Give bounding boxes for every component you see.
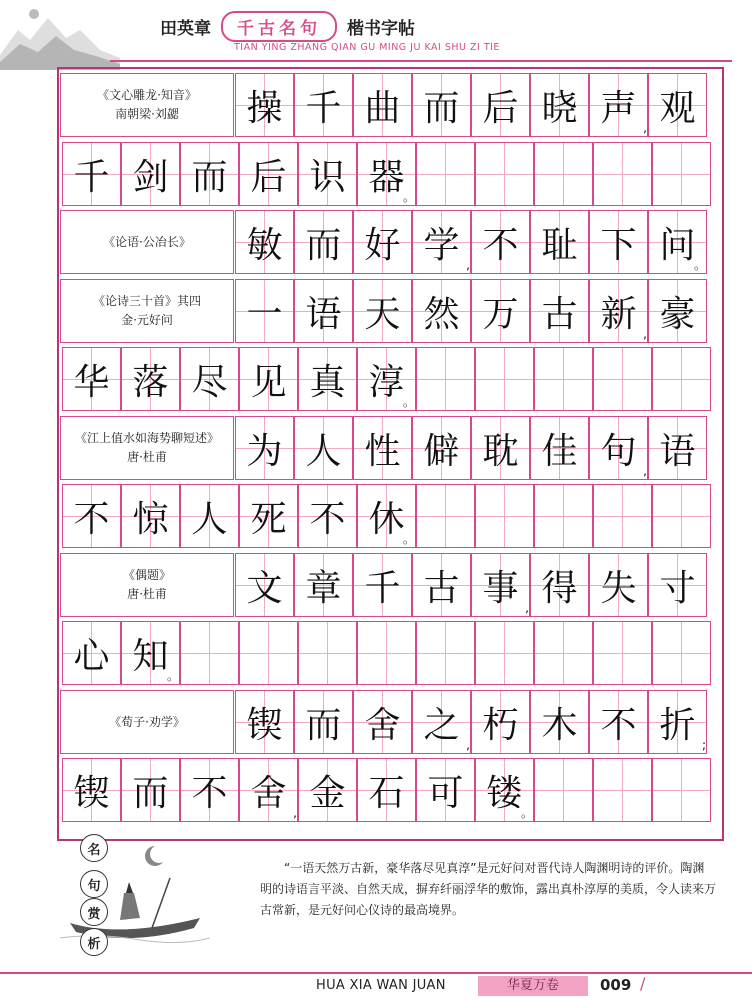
tianzige-cell (475, 484, 534, 548)
calligraphy-char: 锲 (73, 772, 110, 814)
tianzige-cell (357, 142, 416, 206)
tianzige-cell (648, 73, 707, 137)
tianzige-cell (589, 279, 648, 343)
tianzige-cell (121, 621, 180, 685)
tianzige-cell (294, 690, 353, 754)
tianzige-cell (475, 347, 534, 411)
grid-row (60, 279, 717, 343)
tianzige-cell (471, 279, 530, 343)
calligraphy-char (417, 622, 474, 684)
tianzige-cell (239, 484, 298, 548)
appreciation-badge-char: 析 (80, 928, 108, 956)
calligraphy-char: 而 (191, 156, 228, 198)
punctuation-mark: , (293, 806, 297, 820)
calligraphy-char: 千 (305, 87, 342, 129)
tianzige-cell (589, 73, 648, 137)
landscape-decoration (0, 0, 120, 70)
calligraphy-char: 事 (482, 567, 519, 609)
tianzige-cell (239, 347, 298, 411)
calligraphy-char (299, 622, 356, 684)
grid-row (60, 210, 717, 274)
footer-chinese: 华夏万卷 (478, 976, 588, 996)
source-author: 南朝梁·刘勰 (115, 107, 179, 121)
calligraphy-char: 千 (73, 156, 110, 198)
calligraphy-char (358, 622, 415, 684)
source-title: 《文心雕龙·知音》 (97, 88, 197, 102)
calligraphy-char: 不 (482, 224, 519, 266)
calligraphy-char (594, 348, 651, 410)
calligraphy-char (653, 622, 710, 684)
tianzige-cell (121, 347, 180, 411)
tianzige-cell (353, 553, 412, 617)
tianzige-cell (180, 758, 239, 822)
grid-row (60, 621, 717, 685)
calligraphy-char: 晓 (541, 87, 578, 129)
tianzige-cell (534, 758, 593, 822)
source-title: 《论诗三十首》其四 (92, 294, 201, 308)
calligraphy-char: 心 (73, 635, 110, 677)
tianzige-cell (353, 416, 412, 480)
tianzige-cell (294, 210, 353, 274)
footer-slash-decoration: / (640, 974, 646, 993)
calligraphy-char: 人 (191, 498, 228, 540)
tianzige-cell (298, 621, 357, 685)
tianzige-cell (298, 758, 357, 822)
tianzige-cell (180, 484, 239, 548)
calligraphy-char: 朽 (482, 704, 519, 746)
tianzige-cell (180, 347, 239, 411)
tianzige-cell (235, 416, 294, 480)
calligraphy-char: 新 (600, 293, 637, 335)
calligraphy-char: 金 (309, 772, 346, 814)
tianzige-cell (530, 690, 589, 754)
punctuation-mark: , (643, 121, 647, 135)
tianzige-cell (235, 553, 294, 617)
tianzige-cell (593, 621, 652, 685)
tianzige-cell (235, 690, 294, 754)
calligraphy-char: 镂 (486, 772, 523, 814)
tianzige-cell (475, 621, 534, 685)
tianzige-cell (534, 484, 593, 548)
tianzige-cell (298, 484, 357, 548)
page-number: 009 (600, 976, 632, 994)
calligraphy-char: 石 (368, 772, 405, 814)
punctuation-mark: 。 (402, 532, 415, 546)
calligraphy-char: 而 (305, 704, 342, 746)
calligraphy-char: 休 (368, 498, 405, 540)
tianzige-cell (589, 210, 648, 274)
tianzige-cell (648, 416, 707, 480)
tianzige-cell (298, 142, 357, 206)
punctuation-mark: 。 (402, 190, 415, 204)
tianzige-cell (62, 142, 121, 206)
tianzige-cell (471, 553, 530, 617)
calligraphy-char: 不 (73, 498, 110, 540)
appreciation-text: “一语天然万古新，豪华落尽见真淳”是元好问对晋代诗人陶渊明诗的评价。陶渊明的诗语言平淡、自然天成，摒弃纤丽浮华的敷饰，露出真朴淳厚的美质，令人读来万古常新，是元好问心仪诗的最高境界。 (260, 861, 717, 917)
calligraphy-char: 然 (423, 293, 460, 335)
calligraphy-char: 淳 (368, 361, 405, 403)
calligraphy-char: 折 (659, 704, 696, 746)
calligraphy-char: 见 (250, 361, 287, 403)
source-label (60, 416, 234, 480)
tianzige-cell (652, 347, 711, 411)
header-rule (110, 60, 732, 62)
tianzige-cell (648, 553, 707, 617)
calligraphy-char: 惊 (132, 498, 169, 540)
tianzige-cell (298, 347, 357, 411)
source-title: 《论语·公冶长》 (103, 234, 191, 249)
grid-row (60, 484, 717, 548)
tianzige-cell (530, 73, 589, 137)
tianzige-cell (534, 347, 593, 411)
tianzige-cell (652, 758, 711, 822)
title-suffix: 楷书字帖 (347, 18, 415, 39)
tianzige-cell (412, 553, 471, 617)
calligraphy-char: 之 (423, 704, 460, 746)
calligraphy-char: 好 (364, 224, 401, 266)
calligraphy-char: 失 (600, 567, 637, 609)
calligraphy-char: 语 (659, 430, 696, 472)
tianzige-cell (652, 484, 711, 548)
tianzige-cell (475, 142, 534, 206)
calligraphy-char: 古 (423, 567, 460, 609)
punctuation-mark: , (643, 464, 647, 478)
calligraphy-char: 而 (305, 224, 342, 266)
calligraphy-char: 剑 (132, 156, 169, 198)
calligraphy-char (594, 485, 651, 547)
tianzige-cell (593, 347, 652, 411)
tianzige-cell (62, 347, 121, 411)
punctuation-mark: , (643, 327, 647, 341)
tianzige-cell (593, 758, 652, 822)
grid-row (60, 758, 717, 822)
calligraphy-char: 可 (427, 772, 464, 814)
calligraphy-char (535, 622, 592, 684)
grid-row (60, 690, 717, 754)
calligraphy-char: 华 (73, 361, 110, 403)
punctuation-mark: 。 (166, 669, 179, 683)
author-name: 田英章 (160, 18, 211, 39)
calligraphy-char: 真 (309, 361, 346, 403)
tianzige-cell (235, 210, 294, 274)
calligraphy-char: 下 (600, 224, 637, 266)
tianzige-cell (353, 690, 412, 754)
calligraphy-char: 僻 (423, 430, 460, 472)
calligraphy-char: 千 (364, 567, 401, 609)
tianzige-cell (62, 758, 121, 822)
calligraphy-char: 舍 (250, 772, 287, 814)
calligraphy-char: 器 (368, 156, 405, 198)
tianzige-cell (648, 690, 707, 754)
calligraphy-char (535, 759, 592, 821)
header-pinyin-subtitle: TIAN YING ZHANG QIAN GU MING JU KAI SHU ZI TIE (234, 42, 500, 53)
calligraphy-char (594, 759, 651, 821)
calligraphy-char (240, 622, 297, 684)
calligraphy-char: 不 (600, 704, 637, 746)
calligraphy-char: 学 (423, 224, 460, 266)
appreciation-badge-char: 名 (80, 834, 108, 862)
tianzige-cell (648, 279, 707, 343)
punctuation-mark: , (525, 601, 529, 615)
calligraphy-char: 耽 (482, 430, 519, 472)
punctuation-mark: 。 (520, 806, 533, 820)
tianzige-cell (239, 142, 298, 206)
tianzige-cell (412, 416, 471, 480)
calligraphy-char: 尽 (191, 361, 228, 403)
calligraphy-char: 问 (659, 224, 696, 266)
calligraphy-char (653, 348, 710, 410)
tianzige-cell (239, 758, 298, 822)
calligraphy-char (476, 622, 533, 684)
source-label (60, 210, 234, 274)
calligraphy-char: 佳 (541, 430, 578, 472)
header-title (160, 12, 415, 40)
calligraphy-char: 声 (600, 87, 637, 129)
source-label (60, 553, 234, 617)
calligraphy-char (535, 143, 592, 205)
calligraphy-char (476, 485, 533, 547)
tianzige-cell (353, 210, 412, 274)
calligraphy-char: 古 (541, 293, 578, 335)
calligraphy-char: 一 (246, 293, 283, 335)
tianzige-cell (416, 347, 475, 411)
punctuation-mark: , (466, 738, 470, 752)
punctuation-mark: 。 (402, 395, 415, 409)
calligraphy-char (476, 143, 533, 205)
calligraphy-char: 死 (250, 498, 287, 540)
calligraphy-char: 豪 (659, 293, 696, 335)
tianzige-cell (62, 621, 121, 685)
tianzige-cell (416, 484, 475, 548)
tianzige-cell (357, 347, 416, 411)
calligraphy-char: 不 (191, 772, 228, 814)
tianzige-cell (353, 279, 412, 343)
page-footer (0, 972, 752, 1000)
tianzige-cell (530, 279, 589, 343)
calligraphy-char: 锲 (246, 704, 283, 746)
title-badge: 千古名句 (221, 11, 337, 42)
calligraphy-char: 天 (364, 293, 401, 335)
appreciation-badge-char: 赏 (80, 898, 108, 926)
calligraphy-char: 耻 (541, 224, 578, 266)
tianzige-cell (294, 73, 353, 137)
grid-row (60, 553, 717, 617)
footer-english: HUA XIA WAN JUAN (316, 978, 446, 993)
tianzige-cell (121, 142, 180, 206)
calligraphy-char: 知 (132, 635, 169, 677)
tianzige-cell (471, 210, 530, 274)
calligraphy-char (535, 348, 592, 410)
tianzige-cell (353, 73, 412, 137)
calligraphy-char: 为 (246, 430, 283, 472)
calligraphy-char (594, 143, 651, 205)
calligraphy-char (653, 759, 710, 821)
calligraphy-char: 万 (482, 293, 519, 335)
tianzige-cell (416, 621, 475, 685)
tianzige-cell (180, 142, 239, 206)
calligraphy-char: 而 (423, 87, 460, 129)
tianzige-cell (235, 279, 294, 343)
punctuation-mark: ; (701, 738, 706, 752)
punctuation-mark: 。 (693, 258, 706, 272)
calligraphy-char: 后 (250, 156, 287, 198)
grid-row (60, 142, 717, 206)
calligraphy-char: 操 (246, 87, 283, 129)
tianzige-cell (652, 621, 711, 685)
source-author: 金·元好问 (121, 313, 173, 327)
calligraphy-char: 识 (309, 156, 346, 198)
tianzige-cell (239, 621, 298, 685)
calligraphy-char: 句 (600, 430, 637, 472)
source-title: 《荀子·劝学》 (109, 714, 185, 729)
calligraphy-char: 曲 (364, 87, 401, 129)
calligraphy-char: 人 (305, 430, 342, 472)
tianzige-cell (412, 73, 471, 137)
tianzige-cell (412, 279, 471, 343)
tianzige-cell (589, 553, 648, 617)
tianzige-cell (530, 553, 589, 617)
calligraphy-char: 语 (305, 293, 342, 335)
calligraphy-char: 得 (541, 567, 578, 609)
page-header (0, 0, 752, 68)
tianzige-cell (530, 416, 589, 480)
tianzige-cell (121, 484, 180, 548)
calligraphy-char: 文 (246, 567, 283, 609)
tianzige-cell (475, 758, 534, 822)
tianzige-cell (652, 142, 711, 206)
tianzige-cell (589, 416, 648, 480)
calligraphy-char: 不 (309, 498, 346, 540)
source-label (60, 279, 234, 343)
tianzige-cell (121, 758, 180, 822)
tianzige-cell (412, 690, 471, 754)
calligraphy-char (476, 348, 533, 410)
tianzige-cell (180, 621, 239, 685)
tianzige-cell (294, 553, 353, 617)
appreciation-badge-char: 句 (80, 870, 108, 898)
tianzige-cell (294, 279, 353, 343)
calligraphy-char: 而 (132, 772, 169, 814)
tianzige-cell (471, 73, 530, 137)
tianzige-cell (294, 416, 353, 480)
tianzige-cell (416, 142, 475, 206)
punctuation-mark: , (466, 258, 470, 272)
tianzige-cell (593, 484, 652, 548)
tianzige-cell (471, 690, 530, 754)
calligraphy-char: 章 (305, 567, 342, 609)
tianzige-cell (412, 210, 471, 274)
calligraphy-char (653, 485, 710, 547)
grid-row (60, 416, 717, 480)
calligraphy-char (653, 143, 710, 205)
calligraphy-char: 寸 (659, 567, 696, 609)
source-title: 《偶题》 (122, 568, 171, 582)
tianzige-cell (357, 621, 416, 685)
calligraphy-char: 木 (541, 704, 578, 746)
tianzige-cell (589, 690, 648, 754)
source-author: 唐·杜甫 (127, 450, 167, 464)
tianzige-cell (416, 758, 475, 822)
calligraphy-char: 舍 (364, 704, 401, 746)
grid-row (60, 73, 717, 137)
calligraphy-char (181, 622, 238, 684)
source-label (60, 690, 234, 754)
tianzige-cell (530, 210, 589, 274)
source-title: 《江上值水如海势聊短述》 (74, 431, 219, 445)
tianzige-cell (534, 142, 593, 206)
source-author: 唐·杜甫 (127, 587, 167, 601)
tianzige-cell (648, 210, 707, 274)
tianzige-cell (62, 484, 121, 548)
calligraphy-char: 性 (364, 430, 401, 472)
tianzige-cell (357, 484, 416, 548)
grid-row (60, 347, 717, 411)
tianzige-cell (534, 621, 593, 685)
calligraphy-char: 落 (132, 361, 169, 403)
calligraphy-char: 观 (659, 87, 696, 129)
tianzige-cell (357, 758, 416, 822)
calligraphy-char: 敏 (246, 224, 283, 266)
calligraphy-char (417, 143, 474, 205)
tianzige-cell (593, 142, 652, 206)
calligraphy-char (417, 485, 474, 547)
calligraphy-char (594, 622, 651, 684)
calligraphy-char (535, 485, 592, 547)
calligraphy-char: 后 (482, 87, 519, 129)
tianzige-cell (235, 73, 294, 137)
source-label (60, 73, 234, 137)
calligraphy-char (417, 348, 474, 410)
tianzige-cell (471, 416, 530, 480)
